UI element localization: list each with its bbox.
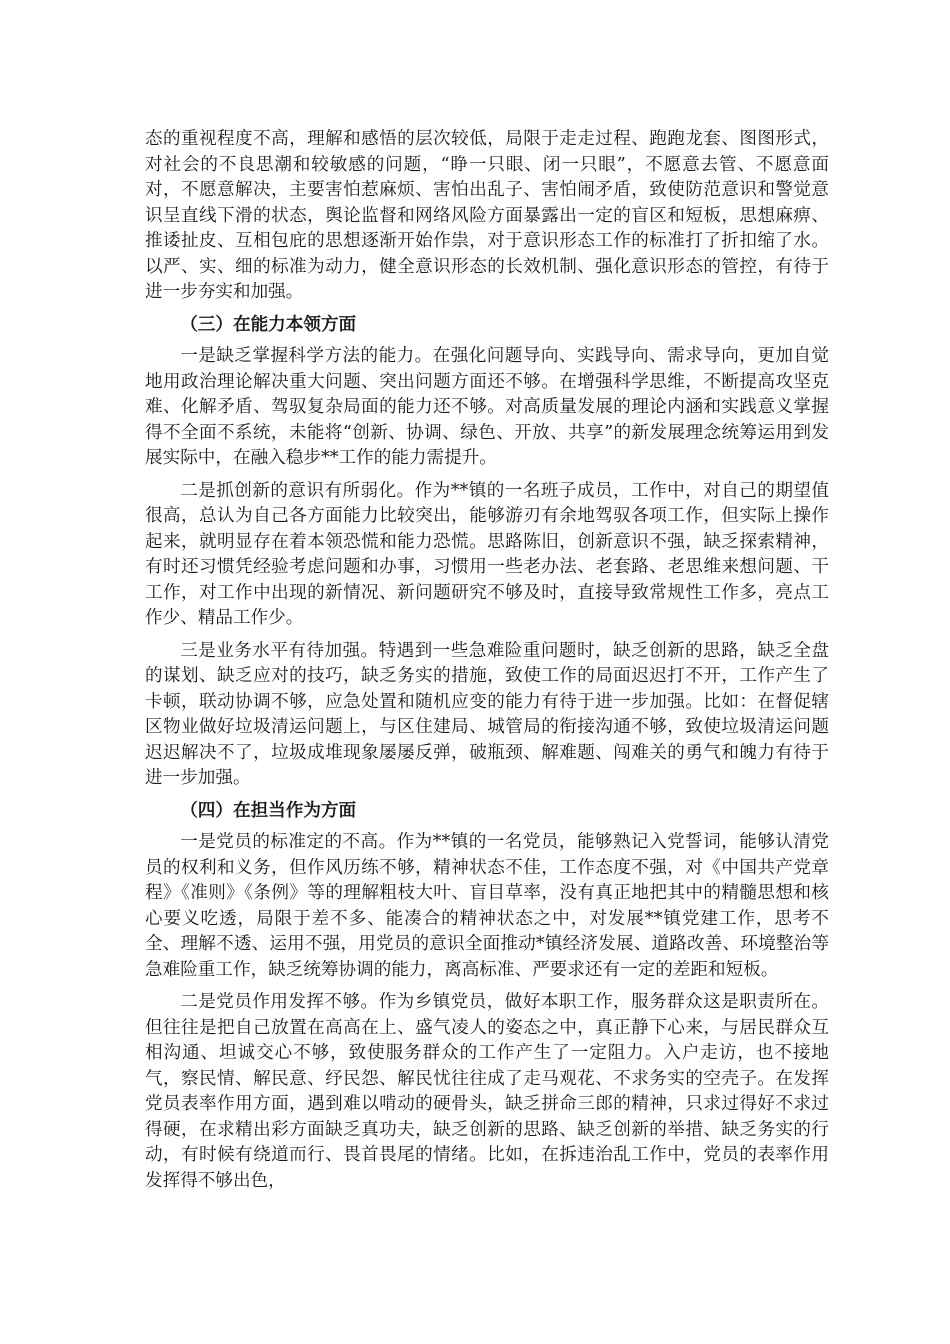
paragraph-ideology-continued: 态的重视程度不高，理解和感悟的层次较低，局限于走走过程、跑跑龙套、图图形式，对社会的不良思潮和较敏感的问题，“睁一只眼、闭一只眼”，不愿意去管、不愿意面对，不愿意解决，主要害怕惹麻烦、害怕出乱子、害怕闹矛盾，致使防范意识和警觉意识呈直线下滑的状态，舆论监督和网络风险方面暴露出一定的盲区和短板，思想麻痹、推诿扯皮、互相包庇的思想逐渐开始作祟，对于意识形态工作的标准打了折扣缩了水。以严、实、细的标准为动力，健全意识形态的长效机制、强化意识形态的管控，有待于进一步夯实和加强。 <box>145 129 829 302</box>
paragraph-party-member-role: 二是党员作用发挥不够。作为乡镇党员，做好本职工作，服务群众这是职责所在。但往往是把自己放置在高高在上、盛气凌人的姿态之中，真正静下心来，与居民群众互相沟通、坦诚交心不够，致使服务群众的工作产生了一定阻力。入户走访，也不接地气，察民情、解民意、纾民怨、解民忧往往成了走马观花、不求务实的空壳子。在发挥党员表率作用方面，遇到难以啃动的硬骨头，缺乏拼命三郎的精神，只求过得好不求过得硬，在求精出彩方面缺乏真功夫，缺乏创新的思路、缺乏创新的举措、缺乏务实的行动，有时候有绕道而行、畏首畏尾的情绪。比如，在拆违治乱工作中，党员的表率作用发挥得不够出色， <box>145 992 829 1191</box>
document-page <box>145 127 829 1201</box>
paragraph-scientific-method: 一是缺乏掌握科学方法的能力。在强化问题导向、实践导向、需求导向，更加自觉地用政治理论解决重大问题、突出问题方面还不够。在增强科学思维，不断提高攻坚克难、化解矛盾、驾驭复杂局面的能力还不够。对高质量发展的理论内涵和实践意义掌握得不全面不系统，未能将“创新、协调、绿色、开放、共享”的新发展理念统筹运用到发展实际中，在融入稳步**工作的能力需提升。 <box>145 346 829 468</box>
section-heading-responsibility: （四）在担当作为方面 <box>180 800 357 821</box>
paragraph-party-member-standard: 一是党员的标准定的不高。作为**镇的一名党员，能够熟记入党誓词，能够认清党员的权利和义务，但作风历练不够，精神状态不佳，工作态度不强，对《中国共产党章程》《准则》《条例》等的理解粗枝大叶、盲目草率，没有真正地把其中的精髓思想和核心要义吃透，局限于差不多、能凑合的精神状态之中，对发展**镇党建工作，思考不全、理解不透、运用不强，用党员的意识全面推动*镇经济发展、道路改善、环境整治等急难险重工作，缺乏统筹协调的能力，离高标准、严要求还有一定的差距和短板。 <box>145 832 829 980</box>
paragraph-business-level: 三是业务水平有待加强。特遇到一些急难险重问题时，缺乏创新的思路，缺乏全盘的谋划、缺乏应对的技巧，缺乏务实的措施，致使工作的局面迟迟打不开，工作产生了卡顿，联动协调不够，应急处置和随机应变的能力有待于进一步加强。比如：在督促辖区物业做好垃圾清运问题上，与区住建局、城管局的衔接沟通不够，致使垃圾清运问题迟迟解决不了，垃圾成堆现象屡屡反弹，破瓶颈、解难题、闯难关的勇气和魄力有待于进一步加强。 <box>145 640 829 788</box>
paragraph-innovation-awareness: 二是抓创新的意识有所弱化。作为**镇的一名班子成员，工作中，对自己的期望值很高，总认为自己各方面能力比较突出，能够游刃有余地驾驭各项工作，但实际上操作起来，就明显存在着本领恐慌和能力恐慌。思路陈旧，创新意识不强，缺乏探索精神，有时还习惯凭经验考虑问题和办事，习惯用一些老办法、老套路、老思维来想问题、干工作，对工作中出现的新情况、新问题研究不够及时，直接导致常规性工作多，亮点工作少、精品工作少。 <box>145 480 829 628</box>
section-heading-ability: （三）在能力本领方面 <box>180 314 357 335</box>
